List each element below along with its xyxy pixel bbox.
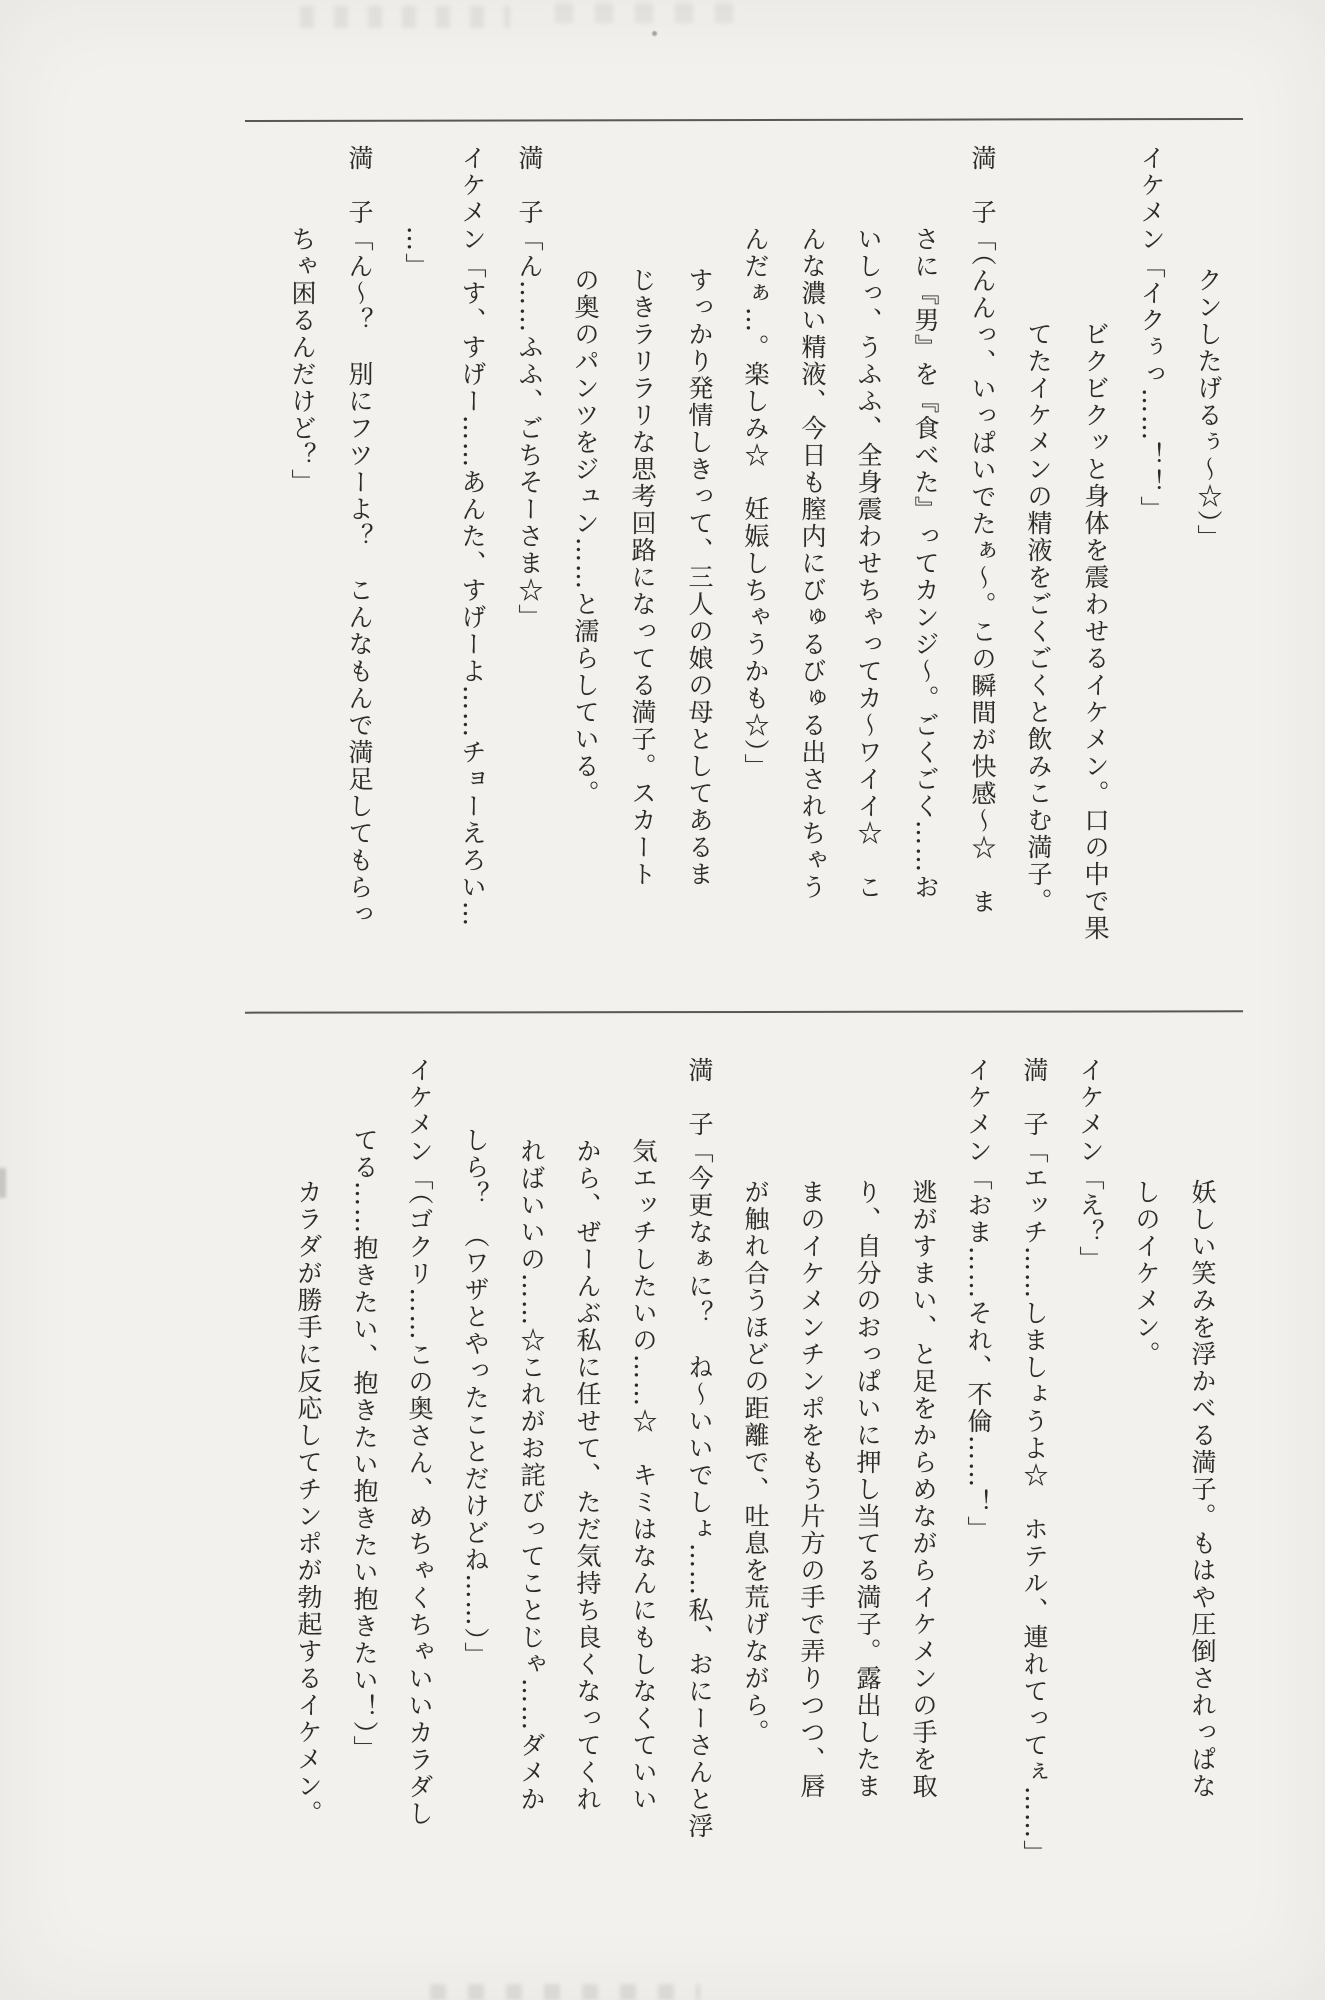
text-column: イケメン「す、すげー……あんた、すげーよ……チョーえろい… bbox=[458, 145, 487, 928]
text-column: から、ぜーんぶ私に任せて、ただ気持ち良くなってくれ bbox=[573, 1138, 602, 1813]
text-column: んな濃い精液、今日も膣内にびゅるびゅる出されちゃう bbox=[798, 226, 827, 901]
text-column: …」 bbox=[402, 226, 431, 280]
text-column: ればいいの……☆これがお詫びってことじゃ……ダメか bbox=[517, 1138, 546, 1813]
text-column: すっかり発情しきって、三人の娘の母としてあるま bbox=[685, 267, 714, 888]
text-column: イケメン「え？」 bbox=[1076, 1057, 1105, 1273]
text-column: んだぁ…。楽しみ☆ 妊娠しちゃうかも☆）」 bbox=[741, 226, 770, 781]
text-column: 逃がすまい、と足をからめながらイケメンの手を取 bbox=[909, 1179, 938, 1800]
text-column: じきラリラリな思考回路になってる満子。スカート bbox=[628, 267, 657, 888]
text-column: の奥のパンツをジュン……と濡らしている。 bbox=[571, 267, 600, 807]
text-column: しら？ （ワザとやったことだけどね……）」 bbox=[461, 1127, 490, 1669]
text-column: ビクビクッと身体を震わせるイケメン。口の中で果 bbox=[1081, 321, 1110, 942]
text-column: イケメン「おま……それ、不倫……！」 bbox=[964, 1057, 993, 1543]
text-column: が触れ合うほどの距離で、吐息を荒げながら。 bbox=[741, 1179, 770, 1746]
text-column: 満 子「（んんっ、いっぱいでたぁ〜。この瞬間が快感〜☆ ま bbox=[968, 145, 997, 916]
text-column: ちゃ困るんだけど？」 bbox=[288, 226, 317, 496]
text-column: イケメン「（ゴクリ……この奥さん、めちゃくちゃいいカラダし bbox=[405, 1057, 434, 1828]
text-column: てたイケメンの精液をごくごくと飲みこむ満子。 bbox=[1024, 321, 1053, 915]
text-column: さに『男』を『食べた』ってカンジ〜。ごくごく……お bbox=[911, 226, 940, 901]
text-column: 満 子「エッチ……しましょうよ☆ ホテル、連れてってぇ……」 bbox=[1020, 1057, 1049, 1867]
text-column: 気エッチしたいの……☆ キミはなんにもしなくていい bbox=[629, 1138, 658, 1813]
text-column: いしっ、うふふ、全身震わせちゃってカ〜ワイイ☆ こ bbox=[854, 226, 883, 901]
text-column: 満 子「今更なぁに？ ね〜いいでしょ……私、おにーさんと浮 bbox=[685, 1057, 714, 1840]
text-column: カラダが勝手に反応してチンポが勃起するイケメン。 bbox=[294, 1179, 323, 1827]
text-column: クンしたげるぅ〜☆）」 bbox=[1194, 267, 1223, 552]
text-column: まのイケメンチンポをもう片方の手で弄りつつ、唇 bbox=[797, 1179, 826, 1800]
text-column: 満 子「ん……ふふ、ごちそーさま☆」 bbox=[515, 145, 544, 631]
text-column: てる……抱きたい、抱きたい抱きたい抱きたい！）」 bbox=[350, 1127, 379, 1763]
text-column: しのイケメン。 bbox=[1132, 1179, 1161, 1368]
text-column: イケメン「イクぅっ……！！」 bbox=[1137, 145, 1166, 523]
text-column: り、自分のおっぱいに押し当てる満子。露出したま bbox=[853, 1179, 882, 1800]
text-column: 妖しい笑みを浮かべる満子。もはや圧倒されっぱな bbox=[1188, 1179, 1217, 1800]
text-column: 満 子「ん〜？ 別にフツーよ？ こんなもんで満足してもらっ bbox=[345, 145, 374, 928]
